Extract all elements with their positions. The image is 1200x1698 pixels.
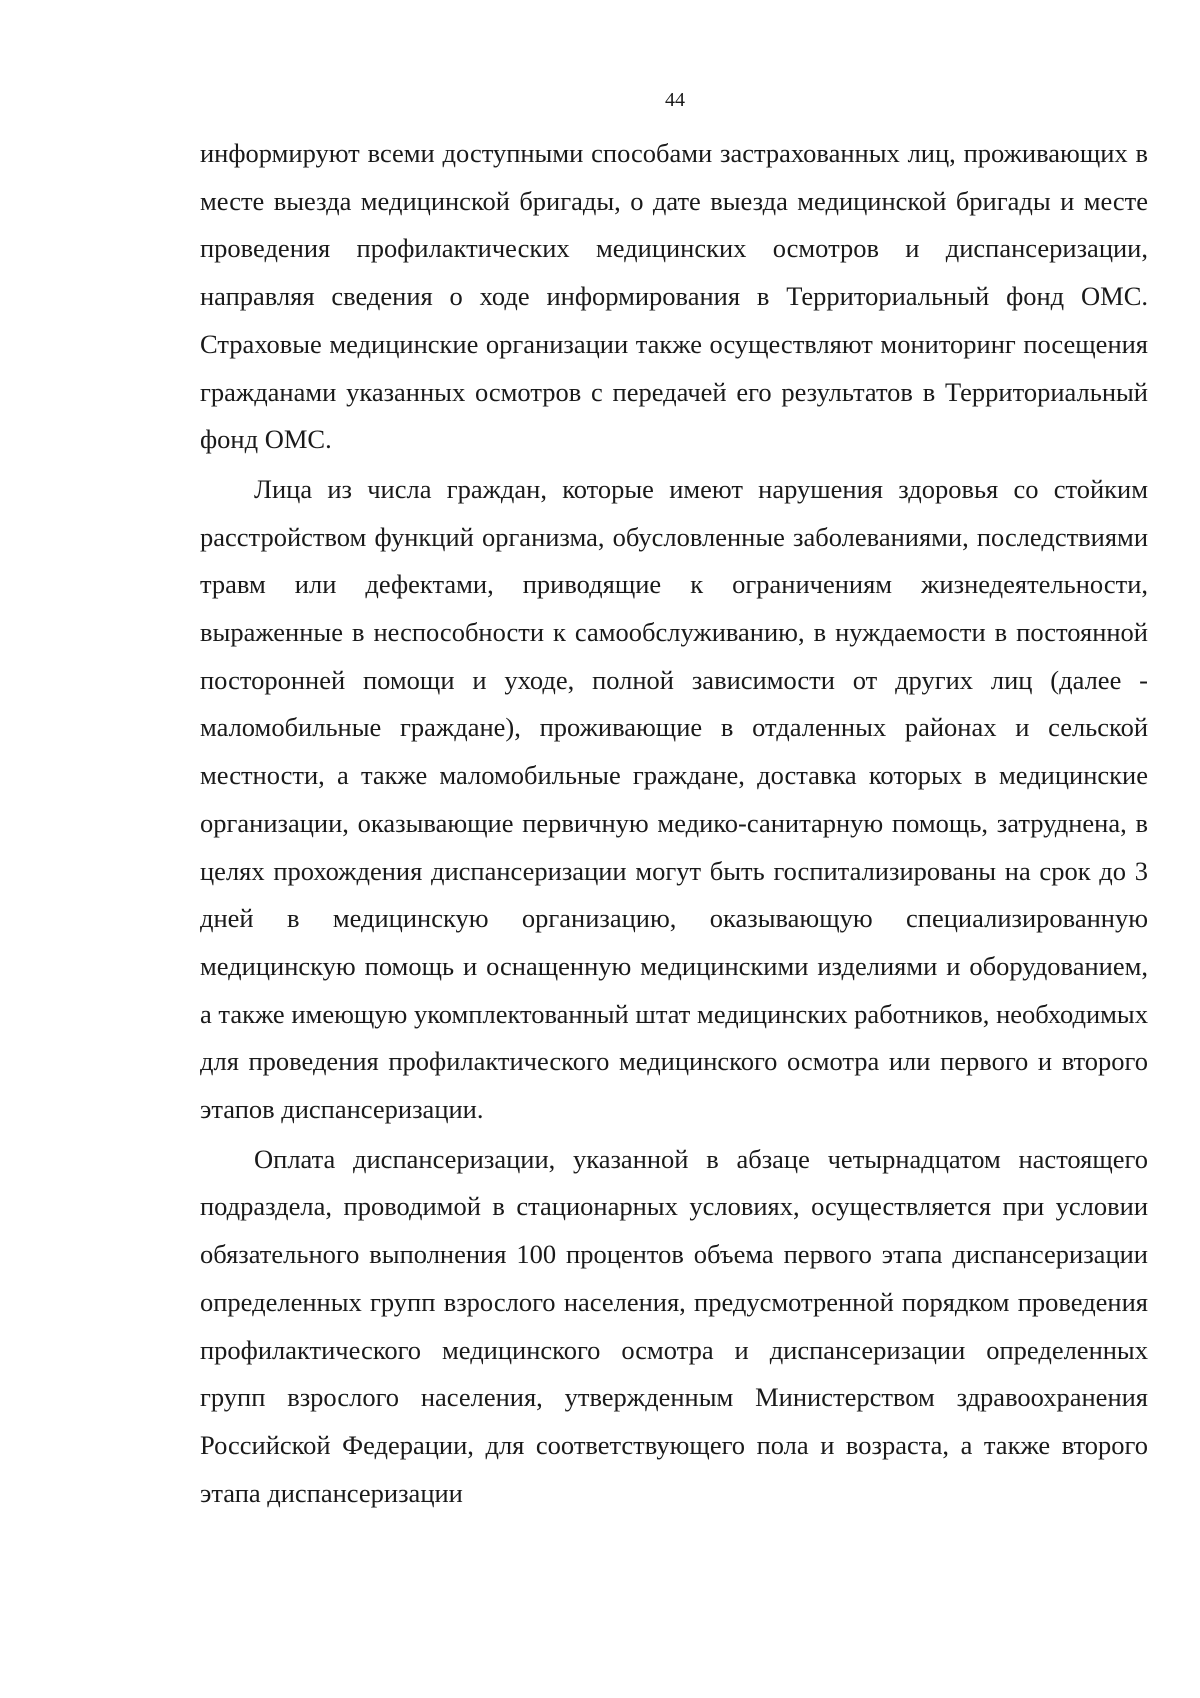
document-body (200, 130, 1148, 1519)
paragraph-payment-conditions: Оплата диспансеризации, указанной в абзаце четырнадцатом настоящего подраздела, проводимой в стационарных условиях, осуществляется при условии обязательного выполнения 100 процентов объема первого этапа диспансеризации определенных групп взрослого населения, предусмотренной порядком проведения профилактического медицинского осмотра и диспансеризации определенных групп взрослого населения, утвержденным Министерством здравоохранения Российской Федерации, для соответствующего пола и возраста, а также второго этапа диспансеризации (200, 1143, 1148, 1508)
page-number: 44 (665, 89, 685, 111)
paragraph-low-mobility-citizens: Лица из числа граждан, которые имеют нарушения здоровья со стойким расстройством функций организма, обусловленные заболеваниями, последствиями травм или дефектами, приводящие к ограничениям жизнедеятельности, выраженные в неспособности к самообслуживанию, в нуждаемости в постоянной посторонней помощи и уходе, полной зависимости от других лиц (далее - маломобильные граждане), проживающие в отдаленных районах и сельской местности, а также маломобильные граждане, доставка которых в медицинские организации, оказывающие первичную медико-санитарную помощь, затруднена, в целях прохождения диспансеризации могут быть госпитализированы на срок до 3 дней в медицинскую организацию, оказывающую специализированную медицинскую помощь и оснащенную медицинскими изделиями и оборудованием, а также имеющую укомплектованный штат медицинских работников, необходимых для проведения профилактического медицинского осмотра или первого и второго этапов диспансеризации. (200, 473, 1148, 1125)
paragraph-continuation: информируют всеми доступными способами застрахованных лиц, проживающих в месте выезда медицинской бригады, о дате выезда медицинской бригады и месте проведения профилактических медицинских осмотров и диспансеризации, направляя сведения о ходе информирования в Территориальный фонд ОМС. Страховые медицинские организации также осуществляют мониторинг посещения гражданами указанных осмотров с передачей его результатов в Территориальный фонд ОМС. (200, 138, 1148, 455)
